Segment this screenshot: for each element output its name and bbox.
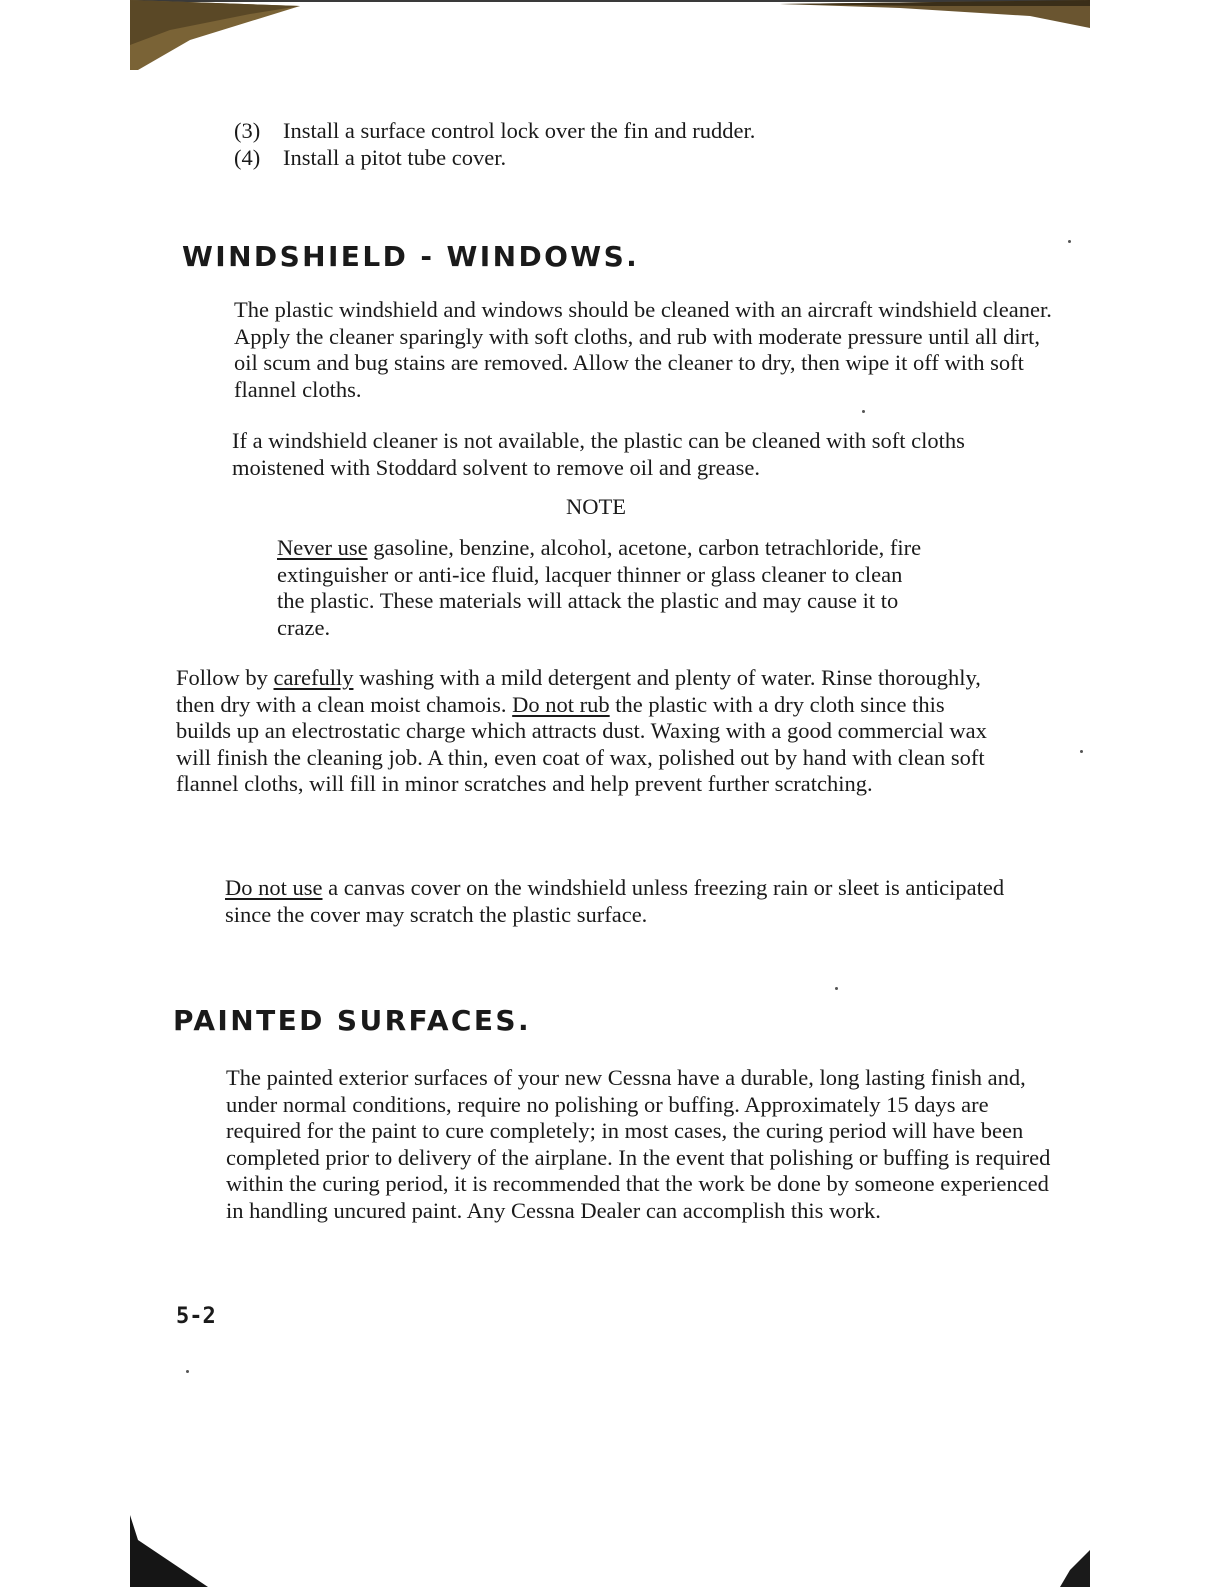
emphasis-carefully: carefully [273, 665, 354, 690]
torn-corner-bottom-left [128, 1500, 208, 1587]
list-item-text: Install a pitot tube cover. [283, 145, 507, 170]
section-heading-windshield: WINDSHIELD - WINDOWS. [182, 240, 640, 273]
torn-corner-top-right [780, 0, 1090, 30]
page-number: 5-2 [176, 1304, 216, 1329]
scan-speck [1068, 240, 1071, 243]
note-emphasis: Never use [277, 535, 368, 560]
windshield-paragraph-1: The plastic windshield and windows should be cleaned with an aircraft windshield cleaner. Apply the cleaner sparingly with soft cloths, and rub with moderate pressure until all dirt, oil scum and bug stains are removed. Allow the cleaner to dry, then wipe it off with soft flannel cloths. [234, 297, 1052, 402]
emphasis-do-not-use: Do not use [225, 875, 323, 900]
scan-speck [186, 1370, 189, 1373]
list-item [234, 145, 506, 171]
list-item [234, 118, 755, 144]
note-label: NOTE [566, 494, 626, 519]
torn-corner-top-left [130, 0, 300, 70]
list-item-number: (4) [234, 145, 261, 170]
text-run: washing with a mild detergent and plenty of water. Rinse thoroughly, then dry with a clean moist chamois. [176, 665, 981, 717]
text-run: the plastic with a dry cloth since this builds up an electrostatic charge which attracts dust. Waxing with a good commercial wax will finish the cleaning job. A thin, even coat of wax, polished out by hand with clean soft flannel cloths, will fill in minor scratches and help prevent further scratching. [176, 691, 987, 796]
emphasis-do-not-rub: Do not rub [512, 691, 610, 717]
section-heading-painted-surfaces: PAINTED SURFACES. [173, 1004, 532, 1037]
scan-speck [1080, 750, 1083, 753]
text-run: Follow by [176, 665, 274, 690]
torn-corner-bottom-right [1060, 1550, 1090, 1587]
windshield-paragraph-3 [176, 665, 998, 798]
text-run: a canvas cover on the windshield unless freezing rain or sleet is anticipated since the cover may scratch the plastic surface. [225, 875, 1005, 927]
windshield-paragraph-2: If a windshield cleaner is not available, the plastic can be cleaned with soft cloths moistened with Stoddard solvent to remove oil and grease. [232, 428, 965, 480]
list-item-number: (3) [234, 118, 261, 143]
list-item-text: Install a surface control lock over the fin and rudder. [283, 118, 756, 143]
scan-speck [835, 987, 838, 990]
note-text: gasoline, benzine, alcohol, acetone, carbon tetrachloride, fire extinguisher or anti-ice fluid, lacquer thinner or glass cleaner to clean the plastic. These materials will attack the plastic and may cause it to craze. [277, 535, 922, 640]
note-body [277, 535, 922, 641]
painted-paragraph-1: The painted exterior surfaces of your new Cessna have a durable, long lasting finish and, under normal conditions, require no polishing or buffing. Approximately 15 days are required for the paint to cure completely; in most cases, the curing period will have been completed prior to delivery of the airplane. In the event that polishing or buffing is required within the curing period, it is recommended that the work be done by someone experienced in handling uncured paint. Any Cessna Dealer can accomplish this work. [226, 1065, 1051, 1223]
scan-speck [862, 410, 865, 413]
windshield-paragraph-4 [173, 875, 1045, 928]
